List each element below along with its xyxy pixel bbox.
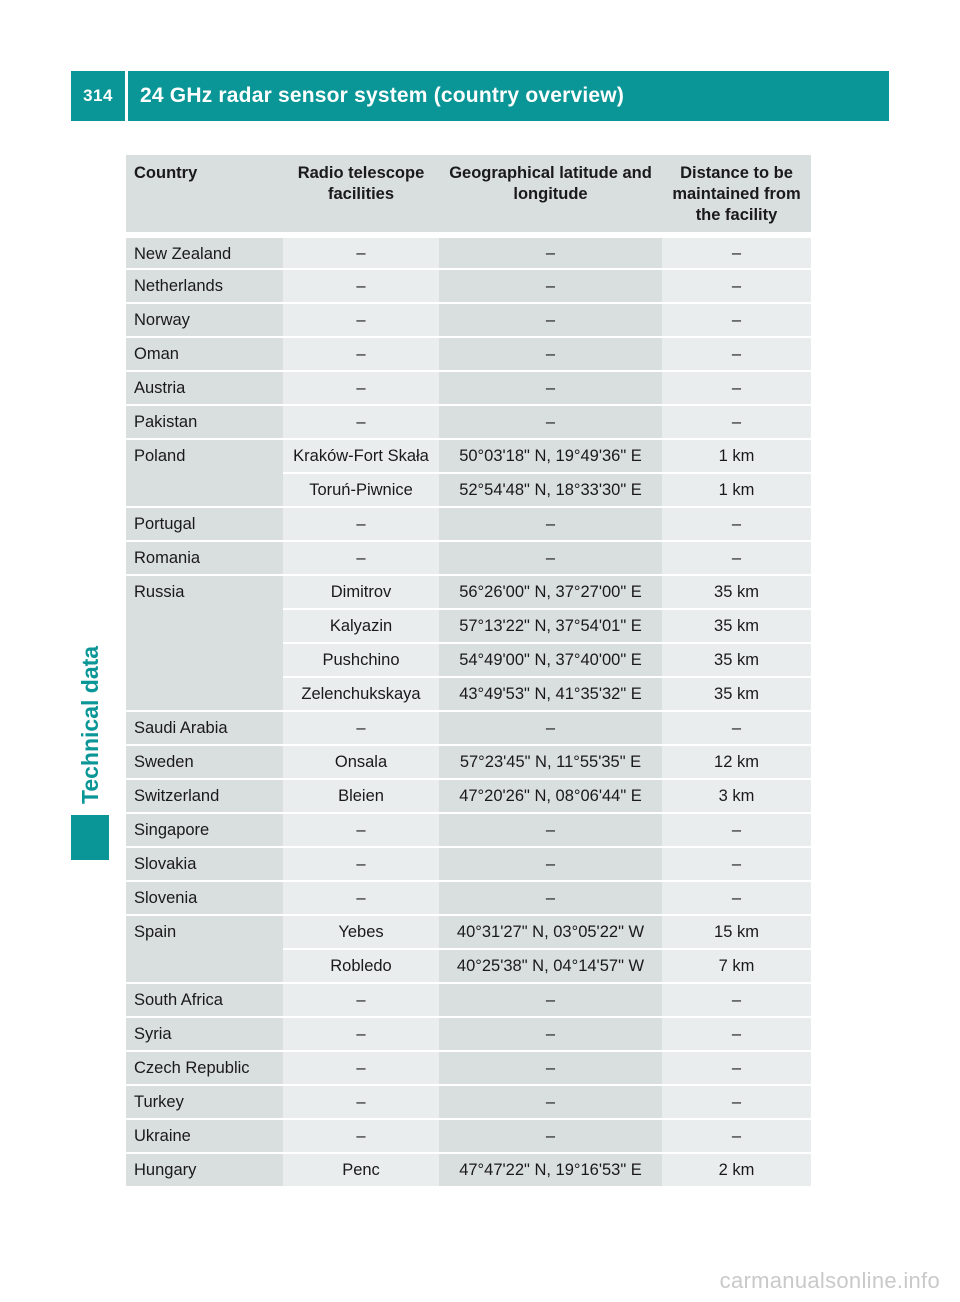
distance-cell: – bbox=[662, 983, 811, 1017]
coordinates-cell: 57°23'45" N, 11°55'35" E bbox=[439, 745, 662, 779]
country-cell: Syria bbox=[126, 1017, 283, 1051]
country-cell: Russia bbox=[126, 575, 283, 711]
distance-cell: 1 km bbox=[662, 473, 811, 507]
distance-cell: – bbox=[662, 813, 811, 847]
facility-cell: – bbox=[283, 881, 439, 915]
country-cell: Romania bbox=[126, 541, 283, 575]
table-row bbox=[126, 405, 811, 439]
header-divider bbox=[125, 71, 128, 121]
table-row bbox=[126, 575, 811, 609]
distance-cell: – bbox=[662, 1085, 811, 1119]
facility-cell: – bbox=[283, 371, 439, 405]
coordinates-cell: 50°03'18" N, 19°49'36" E bbox=[439, 439, 662, 473]
country-cell: Slovakia bbox=[126, 847, 283, 881]
coordinates-cell: – bbox=[439, 371, 662, 405]
distance-cell: – bbox=[662, 405, 811, 439]
coordinates-cell: 54°49'00" N, 37°40'00" E bbox=[439, 643, 662, 677]
coordinates-cell: 47°47'22" N, 19°16'53" E bbox=[439, 1153, 662, 1187]
country-cell: Saudi Arabia bbox=[126, 711, 283, 745]
country-cell: Slovenia bbox=[126, 881, 283, 915]
country-cell: Oman bbox=[126, 337, 283, 371]
facility-cell: – bbox=[283, 541, 439, 575]
facility-cell: Onsala bbox=[283, 745, 439, 779]
country-cell: Austria bbox=[126, 371, 283, 405]
table-row bbox=[126, 507, 811, 541]
table-row bbox=[126, 439, 811, 473]
facility-cell: – bbox=[283, 1051, 439, 1085]
facility-cell: – bbox=[283, 847, 439, 881]
facility-cell: – bbox=[283, 405, 439, 439]
table-row bbox=[126, 337, 811, 371]
page-title: 24 GHz radar sensor system (country overview) bbox=[140, 84, 625, 107]
coordinates-cell: 43°49'53" N, 41°35'32" E bbox=[439, 677, 662, 711]
coordinates-cell: 40°31'27" N, 03°05'22" W bbox=[439, 915, 662, 949]
table-row bbox=[126, 371, 811, 405]
country-cell: Portugal bbox=[126, 507, 283, 541]
coordinates-cell: – bbox=[439, 1017, 662, 1051]
coordinates-cell: – bbox=[439, 235, 662, 269]
table-row bbox=[126, 711, 811, 745]
side-tab-label: Technical data bbox=[77, 645, 103, 804]
table-row bbox=[126, 813, 811, 847]
coordinates-cell: 57°13'22" N, 37°54'01" E bbox=[439, 609, 662, 643]
table-row bbox=[126, 1051, 811, 1085]
country-cell: Ukraine bbox=[126, 1119, 283, 1153]
table-row bbox=[126, 1017, 811, 1051]
distance-cell: 35 km bbox=[662, 677, 811, 711]
table-row bbox=[126, 1153, 811, 1187]
distance-cell: – bbox=[662, 371, 811, 405]
distance-cell: 35 km bbox=[662, 609, 811, 643]
facility-cell: – bbox=[283, 711, 439, 745]
facility-cell: Kraków-Fort Skała bbox=[283, 439, 439, 473]
table-row bbox=[126, 1119, 811, 1153]
table-row bbox=[126, 235, 811, 269]
facility-cell: Bleien bbox=[283, 779, 439, 813]
country-cell: Czech Republic bbox=[126, 1051, 283, 1085]
coordinates-cell: 40°25'38" N, 04°14'57" W bbox=[439, 949, 662, 983]
coordinates-cell: – bbox=[439, 405, 662, 439]
coordinates-cell: 47°20'26" N, 08°06'44" E bbox=[439, 779, 662, 813]
coordinates-cell: – bbox=[439, 1119, 662, 1153]
distance-cell: – bbox=[662, 235, 811, 269]
coordinates-cell: 56°26'00" N, 37°27'00" E bbox=[439, 575, 662, 609]
facility-cell: Pushchino bbox=[283, 643, 439, 677]
facility-cell: Yebes bbox=[283, 915, 439, 949]
country-cell: Singapore bbox=[126, 813, 283, 847]
country-cell: Hungary bbox=[126, 1153, 283, 1187]
table-row bbox=[126, 847, 811, 881]
country-table bbox=[126, 155, 811, 1188]
facility-cell: – bbox=[283, 1119, 439, 1153]
distance-cell: 3 km bbox=[662, 779, 811, 813]
coordinates-cell: – bbox=[439, 847, 662, 881]
distance-cell: – bbox=[662, 711, 811, 745]
coordinates-cell: – bbox=[439, 1051, 662, 1085]
facility-cell: Kalyazin bbox=[283, 609, 439, 643]
coordinates-cell: – bbox=[439, 303, 662, 337]
page-number: 314 bbox=[83, 86, 113, 105]
distance-cell: – bbox=[662, 1017, 811, 1051]
page-header bbox=[71, 71, 889, 121]
country-cell: Switzerland bbox=[126, 779, 283, 813]
table-row bbox=[126, 745, 811, 779]
table-row bbox=[126, 1085, 811, 1119]
table-header-row bbox=[126, 155, 811, 235]
distance-cell: 12 km bbox=[662, 745, 811, 779]
distance-cell: – bbox=[662, 1119, 811, 1153]
facility-cell: – bbox=[283, 337, 439, 371]
facility-cell: – bbox=[283, 983, 439, 1017]
distance-cell: 1 km bbox=[662, 439, 811, 473]
coordinates-cell: – bbox=[439, 1085, 662, 1119]
coordinates-cell: – bbox=[439, 507, 662, 541]
facility-cell: Zelenchukskaya bbox=[283, 677, 439, 711]
distance-cell: 35 km bbox=[662, 643, 811, 677]
coordinates-cell: – bbox=[439, 541, 662, 575]
table-row bbox=[126, 779, 811, 813]
table-body bbox=[126, 235, 811, 1187]
table-row bbox=[126, 303, 811, 337]
distance-cell: 15 km bbox=[662, 915, 811, 949]
facility-cell: – bbox=[283, 813, 439, 847]
side-tab bbox=[71, 128, 109, 808]
table-row bbox=[126, 881, 811, 915]
distance-cell: – bbox=[662, 881, 811, 915]
coordinates-cell: 52°54'48" N, 18°33'30" E bbox=[439, 473, 662, 507]
facility-cell: – bbox=[283, 1085, 439, 1119]
table-row bbox=[126, 983, 811, 1017]
facility-cell: Robledo bbox=[283, 949, 439, 983]
country-cell: Sweden bbox=[126, 745, 283, 779]
country-cell: Norway bbox=[126, 303, 283, 337]
distance-cell: – bbox=[662, 847, 811, 881]
table-row bbox=[126, 541, 811, 575]
distance-cell: – bbox=[662, 507, 811, 541]
distance-cell: 7 km bbox=[662, 949, 811, 983]
facility-cell: – bbox=[283, 303, 439, 337]
table-row bbox=[126, 915, 811, 949]
coordinates-cell: – bbox=[439, 881, 662, 915]
distance-cell: – bbox=[662, 303, 811, 337]
column-header-distance: Distance to be maintained from the facility bbox=[662, 155, 811, 235]
facility-cell: Dimitrov bbox=[283, 575, 439, 609]
country-cell: Pakistan bbox=[126, 405, 283, 439]
facility-cell: – bbox=[283, 1017, 439, 1051]
country-cell: Turkey bbox=[126, 1085, 283, 1119]
country-cell: Poland bbox=[126, 439, 283, 507]
facility-cell: – bbox=[283, 235, 439, 269]
coordinates-cell: – bbox=[439, 337, 662, 371]
column-header-country: Country bbox=[126, 155, 283, 235]
country-cell: Spain bbox=[126, 915, 283, 983]
coordinates-cell: – bbox=[439, 269, 662, 303]
country-cell: New Zealand bbox=[126, 235, 283, 269]
distance-cell: – bbox=[662, 269, 811, 303]
distance-cell: – bbox=[662, 337, 811, 371]
country-cell: South Africa bbox=[126, 983, 283, 1017]
coordinates-cell: – bbox=[439, 983, 662, 1017]
column-header-coordinates: Geographical latitude and longitude bbox=[439, 155, 662, 235]
coordinates-cell: – bbox=[439, 711, 662, 745]
country-cell: Netherlands bbox=[126, 269, 283, 303]
coordinates-cell: – bbox=[439, 813, 662, 847]
facility-cell: – bbox=[283, 507, 439, 541]
side-tab-marker bbox=[71, 815, 109, 860]
facility-cell: Toruń-Piwnice bbox=[283, 473, 439, 507]
distance-cell: – bbox=[662, 1051, 811, 1085]
distance-cell: – bbox=[662, 541, 811, 575]
facility-cell: Penc bbox=[283, 1153, 439, 1187]
distance-cell: 2 km bbox=[662, 1153, 811, 1187]
facility-cell: – bbox=[283, 269, 439, 303]
column-header-facilities: Radio telescope facilities bbox=[283, 155, 439, 235]
distance-cell: 35 km bbox=[662, 575, 811, 609]
watermark: carmanualsonline.info bbox=[719, 1268, 940, 1293]
table-row bbox=[126, 269, 811, 303]
